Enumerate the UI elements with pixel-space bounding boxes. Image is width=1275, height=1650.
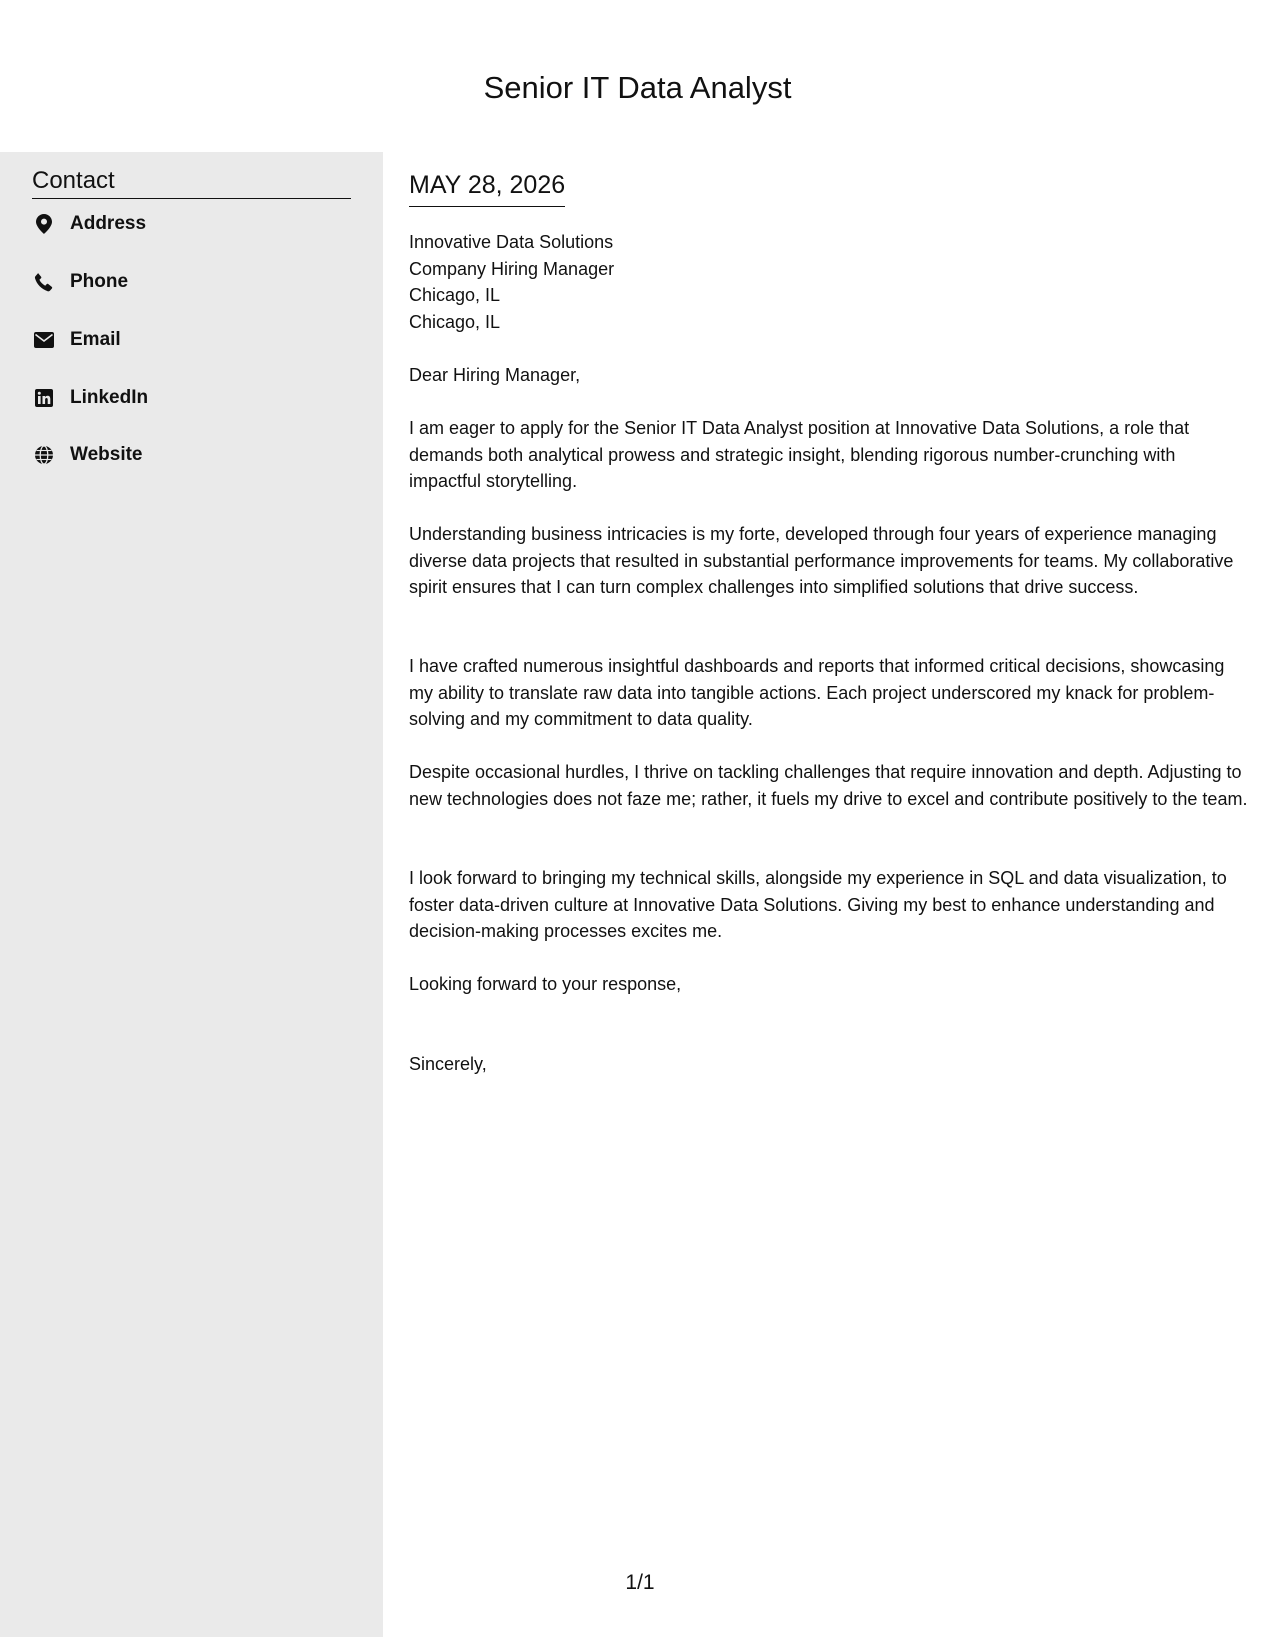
linkedin-icon — [32, 386, 56, 410]
contact-label-email: Email — [70, 329, 121, 350]
envelope-icon — [32, 328, 56, 352]
contact-sidebar — [0, 152, 383, 1637]
body-paragraph: I look forward to bringing my technical skills, alongside my experience in SQL and data visualization, to foster data-driven culture at Innovative Data Solutions. Giving my best to enhance understanding and decision-making processes excites me. — [409, 868, 1227, 941]
contact-label-address: Address — [70, 213, 147, 234]
contact-label-linkedin: LinkedIn — [70, 387, 149, 408]
contact-item-website[interactable] — [32, 441, 143, 469]
contact-heading: Contact — [32, 166, 351, 199]
phone-icon — [32, 270, 56, 294]
body-paragraph: Understanding business intricacies is my forte, developed through four years of experience managing diverse data projects that resulted in substantial performance improvements for teams. My collaborative spirit ensures that I can turn complex challenges into simplified solutions that drive success. — [409, 524, 1234, 597]
map-pin-icon — [32, 212, 56, 236]
recipient-address-line: Chicago, IL — [409, 285, 501, 305]
page-number: 1/1 — [625, 1571, 655, 1594]
contact-item-phone[interactable] — [32, 268, 128, 296]
body-paragraph: Despite occasional hurdles, I thrive on tackling challenges that require innovation and depth. Adjusting to new technologies does not faze me; rather, it fuels my drive to excel and contribute positively to the team. — [409, 762, 1248, 809]
closing-line: Looking forward to your response, — [409, 974, 682, 994]
salutation: Dear Hiring Manager, — [409, 365, 581, 385]
contact-label-website: Website — [70, 444, 143, 465]
contact-item-address[interactable] — [32, 210, 146, 238]
recipient-title: Company Hiring Manager — [409, 258, 615, 279]
document-title: Senior IT Data Analyst — [483, 70, 792, 105]
letter-date: MAY 28, 2026 — [409, 168, 565, 207]
contact-item-email[interactable] — [32, 326, 121, 354]
recipient-address-line: Chicago, IL — [409, 311, 501, 332]
body-paragraph: I have crafted numerous insightful dashboards and reports that informed critical decisions, showcasing my ability to translate raw data into tangible actions. Each project underscored my knack for problem-solving and my commitment to data quality. — [409, 656, 1225, 729]
contact-item-linkedin[interactable] — [32, 384, 148, 412]
body-paragraph: I am eager to apply for the Senior IT Data Analyst position at Innovative Data Solutions, a role that demands both analytical prowess and strategic insight, blending rigorous number-crunching with impactful storytelling. — [409, 418, 1190, 491]
sign-off: Sincerely, — [409, 1054, 487, 1074]
contact-label-phone: Phone — [70, 271, 129, 292]
recipient-block — [409, 229, 614, 335]
globe-icon — [32, 443, 56, 467]
recipient-company: Innovative Data Solutions — [409, 232, 614, 252]
